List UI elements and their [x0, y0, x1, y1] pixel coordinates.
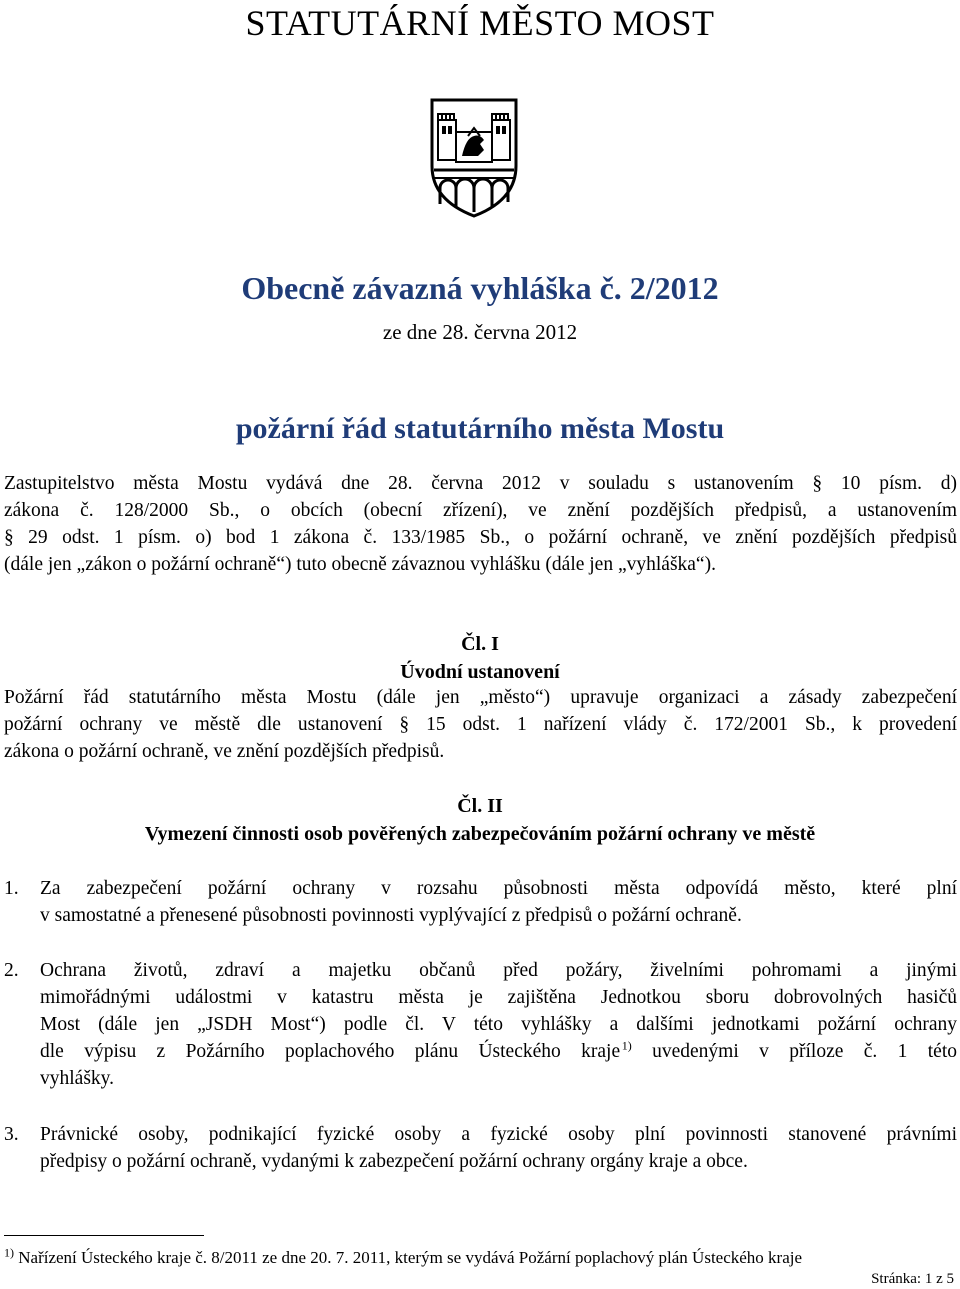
list-item-line: v samostatné a přenesené působnosti povinnosti vyplývající z předpisů o požární ochraně. — [40, 905, 742, 926]
article-2-number: Čl. II — [457, 795, 503, 817]
ordinance-title: Obecně závazná vyhláška č. 2/2012 — [241, 270, 719, 306]
ordinance-date: ze dne 28. června 2012 — [382, 320, 578, 344]
list-item-line: Za zabezpečení požární ochrany v rozsahu působnosti města odpovídá město, které plní — [40, 878, 957, 899]
list-item-text — [40, 875, 957, 929]
list-item-line-with-footnote — [40, 1038, 957, 1065]
footnote-reference: 1) — [621, 1038, 632, 1053]
list-item-line: Most (dále jen „JSDH Most“) podle čl. V této vyhlášky a dalšími jednotkami požární ochrany — [40, 1014, 957, 1035]
page-counter: Stránka: 1 z 5 — [871, 1271, 954, 1287]
article-2-title: Vymezení činnosti osob pověřených zabezpečováním požární ochrany ve městě — [144, 823, 816, 845]
list-item-text — [40, 957, 957, 1092]
article-1-paragraph — [4, 684, 957, 765]
article-1-line: zákona o požární ochraně, ve znění pozdějších předpisů. — [4, 741, 445, 762]
list-item-line: Právnické osoby, podnikající fyzické osoby a fyzické osoby plní povinnosti stanovené právními — [40, 1124, 957, 1145]
list-item-number: 3. — [4, 1124, 19, 1145]
article-1-title: Úvodní ustanovení — [400, 661, 560, 683]
list-item-line-tail: uvedenými v příloze č. 1 této — [631, 1041, 957, 1062]
article-1-number: Čl. I — [461, 633, 499, 655]
coat-of-arms-icon — [428, 96, 520, 220]
list-item-line: Ochrana životů, zdraví a majetku občanů před požáry, živelními pohromami a jinými — [40, 960, 957, 981]
city-title: STATUTÁRNÍ MĚSTO MOST — [245, 3, 715, 43]
article-1-line: Požární řád statutárního města Mostu (dále jen „město“) upravuje organizaci a zásady zabezpečení — [4, 687, 957, 708]
article-2-heading — [0, 792, 960, 848]
list-item-line-head: dle výpisu z Požárního poplachového plánu Ústeckého kraje — [40, 1041, 621, 1062]
intro-line: zákona č. 128/2000 Sb., o obcích (obecní zřízení), ve znění pozdějších předpisů, a ustanovením — [4, 500, 957, 521]
intro-line: § 29 odst. 1 písm. o) bod 1 zákona č. 133/1985 Sb., o požární ochraně, ve znění pozdějších předpisů — [4, 527, 957, 548]
list-item-line: vyhlášky. — [40, 1068, 115, 1089]
list-item-number: 1. — [4, 878, 19, 899]
footnote — [4, 1245, 957, 1268]
article-1-line: požární ochrany ve městě dle ustanovení § 15 odst. 1 nařízení vlády č. 172/2001 Sb., k provedení — [4, 714, 957, 735]
footnote-divider — [4, 1235, 204, 1236]
footnote-text: Nařízení Ústeckého kraje č. 8/2011 ze dne 20. 7. 2011, kterým se vydává Požární poplachový plán Ústeckého kraje — [14, 1248, 803, 1267]
intro-line: (dále jen „zákon o požární ochraně“) tuto obecně závaznou vyhlášku (dále jen „vyhláška“). — [4, 554, 716, 575]
ordinance-subject: požární řád statutárního města Mostu — [235, 412, 725, 445]
footnote-mark: 1) — [4, 1245, 14, 1260]
list-item-number: 2. — [4, 960, 19, 981]
intro-line: Zastupitelstvo města Mostu vydává dne 28. června 2012 v souladu s ustanovením § 10 písm. d) — [4, 473, 957, 494]
intro-paragraph — [4, 470, 957, 578]
list-item-line: předpisy o požární ochraně, vydanými k zabezpečení požární ochrany orgány kraje a obce. — [40, 1151, 748, 1172]
article-1-heading — [0, 630, 960, 686]
list-item-line: mimořádnými událostmi v katastru města je zajištěna Jednotkou sboru dobrovolných hasičů — [40, 987, 957, 1008]
list-item-text — [40, 1121, 957, 1175]
